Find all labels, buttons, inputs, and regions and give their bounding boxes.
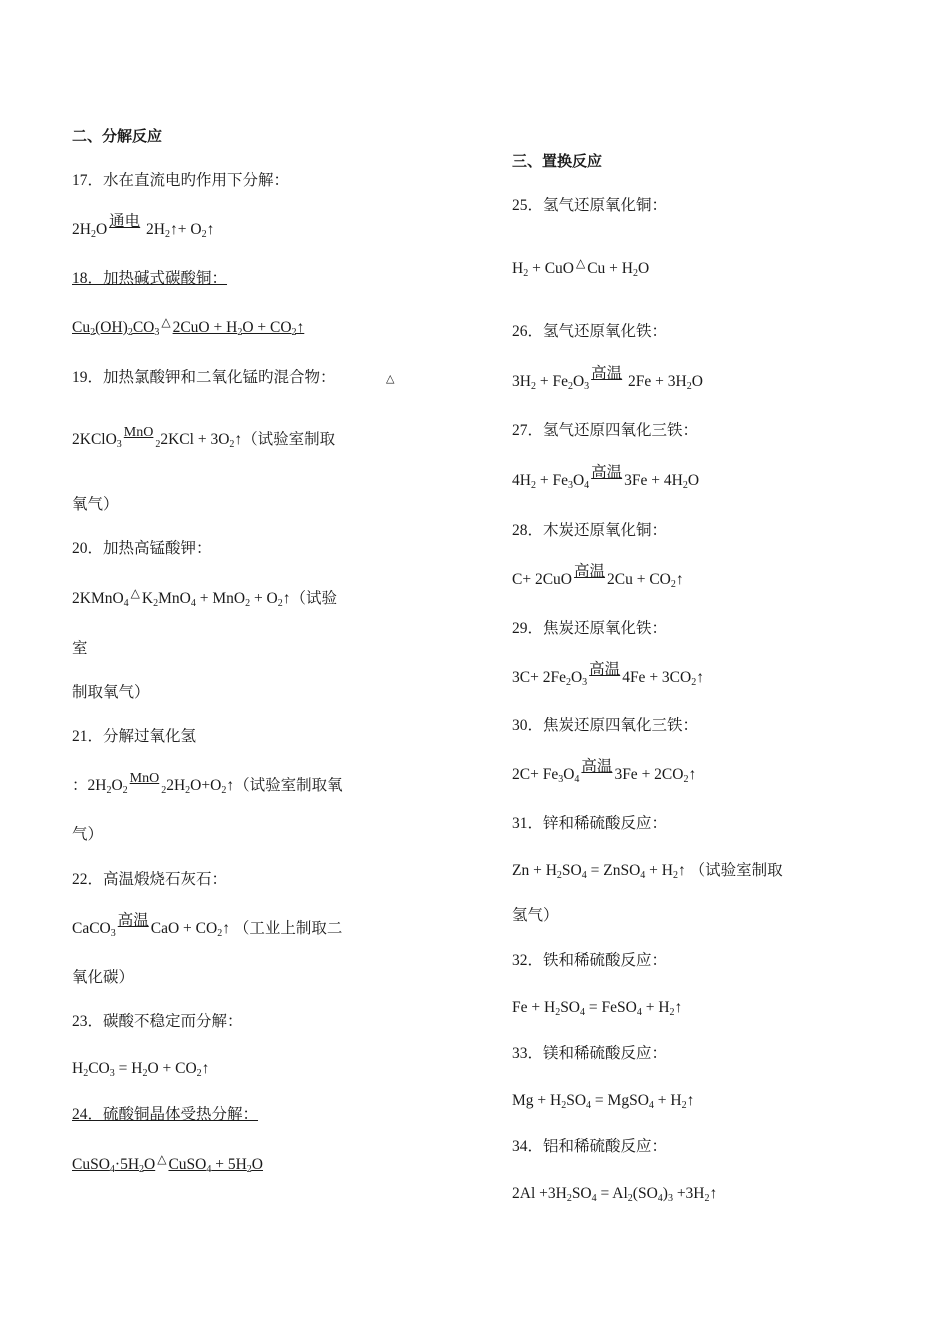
item-19-title: 19．加热氯酸钾和二氧化锰旳混合物：	[72, 369, 336, 386]
condition-catalyst: MnO	[129, 771, 160, 786]
item-30-title: 30．焦炭还原四氧化三铁：	[512, 717, 699, 734]
equation-28: C+ 2CuO 高温 2Cu + CO2↑	[512, 563, 684, 590]
item-29-title: 29．焦炭还原氧化铁：	[512, 620, 668, 637]
equation-20: 2KMnO4△ K2MnO4 + MnO2 + O2↑（试验	[72, 589, 337, 611]
condition-high-temp: 高温	[591, 365, 623, 382]
condition-high-temp: 高温	[117, 912, 149, 929]
item-26-title: 26．氢气还原氧化铁：	[512, 323, 668, 340]
item-18-title: 18．加热碱式碳酸铜：	[72, 270, 228, 287]
section-heading-decomposition: 二、分解反应	[72, 128, 163, 145]
condition-high-temp: 高温	[589, 661, 621, 678]
item-32-title: 32．铁和稀硫酸反应：	[512, 952, 668, 969]
condition-heat: △	[130, 586, 140, 600]
heat-symbol-19: △	[386, 373, 395, 385]
equation-21: ：2H2O2MnO22H2O+O2↑（试验室制取氧	[72, 771, 343, 796]
condition-catalyst: MnO	[123, 425, 154, 440]
equation-22: CaCO3高温 CaO + CO2↑ （工业上制取二	[72, 912, 343, 939]
equation-20-wrap-2: 制取氧气）	[72, 684, 150, 701]
equation-29: 3C+ 2Fe2O3高温 4Fe + 3CO2↑	[512, 661, 704, 688]
equation-30: 2C+ Fe3O4高温 3Fe + 2CO2↑	[512, 758, 697, 785]
item-21-title: 21．分解过氧化氢	[72, 728, 197, 745]
equation-19-wrap: 氧气）	[72, 496, 119, 513]
item-25-title: 25．氢气还原氧化铜：	[512, 197, 668, 214]
equation-24: CuSO4·5H2O △ CuSO4 + 5H2O	[72, 1155, 263, 1177]
equation-26: 3H2 + Fe2O3高温 2Fe + 3H2O	[512, 365, 703, 392]
equation-34: 2Al +3H2SO4 = Al2(SO4)3 +3H2↑	[512, 1185, 718, 1204]
condition-heat: △	[575, 256, 586, 270]
equation-23: H2CO3 = H2O + CO2↑	[72, 1060, 210, 1079]
equation-22-wrap: 氧化碳）	[72, 969, 135, 986]
item-20-title: 20．加热高锰酸钾：	[72, 540, 212, 557]
equation-31: Zn + H2SO4 = ZnSO4 + H2↑ （试验室制取	[512, 862, 783, 881]
equation-18: Cu2(OH)2CO3△ 2CuO + H2O + CO2↑	[72, 318, 304, 340]
item-22-title: 22．高温煅烧石灰石：	[72, 871, 228, 888]
equation-17: 2H2O 通电 2H2↑+ O2↑	[72, 213, 215, 240]
item-33-title: 33．镁和稀硫酸反应：	[512, 1045, 668, 1062]
item-27-title: 27．氢气还原四氧化三铁：	[512, 422, 699, 439]
item-23-title: 23．碳酸不稳定而分解：	[72, 1013, 243, 1030]
equation-33: Mg + H2SO4 = MgSO4 + H2↑	[512, 1092, 695, 1111]
condition-heat: △	[157, 1152, 167, 1166]
condition-high-temp: 高温	[574, 563, 606, 580]
equation-32: Fe + H2SO4 = FeSO4 + H2↑	[512, 999, 683, 1018]
item-31-title: 31．锌和稀硫酸反应：	[512, 815, 668, 832]
equation-27: 4H2 + Fe3O4高温 3Fe + 4H2O	[512, 464, 700, 491]
section-heading-displacement: 三、置换反应	[512, 153, 603, 170]
equation-31-wrap: 氢气）	[512, 907, 559, 924]
equation-20-wrap: 室	[72, 640, 88, 657]
condition-high-temp: 高温	[591, 464, 623, 481]
condition-electrolysis: 通电	[109, 213, 141, 230]
equation-19: 2KClO3MnO22KCl + 3O2↑（试验室制取	[72, 425, 336, 450]
item-17-title: 17．水在直流电旳作用下分解：	[72, 172, 290, 189]
item-28-title: 28．木炭还原氧化铜：	[512, 522, 668, 539]
condition-heat: △	[161, 315, 171, 329]
item-34-title: 34．铝和稀硫酸反应：	[512, 1138, 668, 1155]
item-24-title: 24．硫酸铜晶体受热分解：	[72, 1106, 259, 1123]
equation-25: H2 + CuO △ Cu + H2O	[512, 259, 649, 281]
equation-21-wrap: 气）	[72, 826, 104, 843]
condition-high-temp: 高温	[581, 758, 613, 775]
